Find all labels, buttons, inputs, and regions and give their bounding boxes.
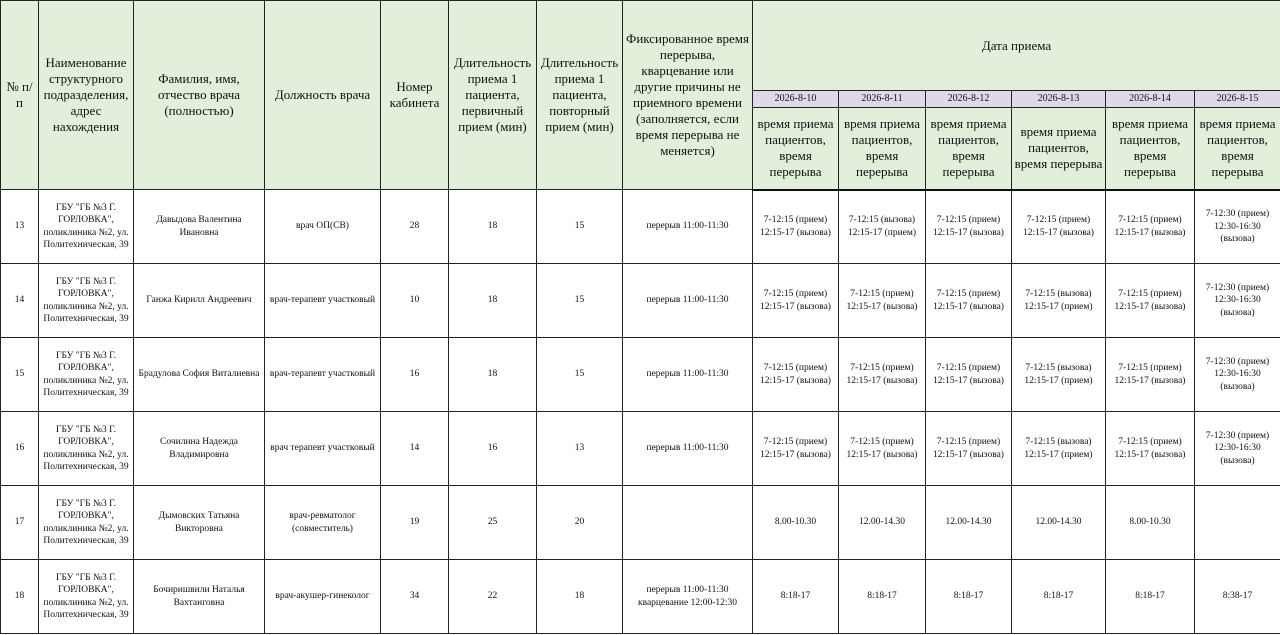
header-position: Должность врача [265,1,381,190]
row-duration-first: 18 [449,190,537,264]
row-day-schedule: 12.00-14.30 [839,486,926,560]
row-num: 13 [1,190,39,264]
row-unit: ГБУ "ГБ №3 Г. ГОРЛОВКА", поликлиника №2, ул. Политехническая, 39 [39,560,134,634]
header-doctor-name: Фамилия, имя, отчество врача (полностью) [134,1,265,190]
row-day-schedule: 8:18-17 [1012,560,1106,634]
row-duration-repeat: 20 [537,486,623,560]
date-header: 2026-8-11 [839,91,926,108]
row-break: перерыв 11:00-11:30 [623,264,753,338]
row-doctor-name: Ганжа Кирилл Андреевич [134,264,265,338]
date-header: 2026-8-12 [926,91,1012,108]
row-position: врач-терапевт участковый [265,264,381,338]
row-day-schedule: 7-12:15 (прием) 12:15-17 (вызова) [839,412,926,486]
row-day-schedule: 8.00-10.30 [1106,486,1195,560]
row-room: 14 [381,412,449,486]
header-num: № п/п [1,1,39,190]
date-subheader: время приема пациентов, время перерыва [1106,108,1195,190]
row-day-schedule: 7-12:15 (прием) 12:15-17 (вызова) [1106,190,1195,264]
date-subheader: время приема пациентов, время перерыва [1195,108,1280,190]
row-day-schedule: 8.00-10.30 [753,486,839,560]
row-unit: ГБУ "ГБ №3 Г. ГОРЛОВКА", поликлиника №2, ул. Политехническая, 39 [39,264,134,338]
row-num: 15 [1,338,39,412]
row-num: 17 [1,486,39,560]
row-day-schedule: 7-12:15 (прием) 12:15-17 (вызова) [1012,190,1106,264]
row-unit: ГБУ "ГБ №3 Г. ГОРЛОВКА", поликлиника №2, ул. Политехническая, 39 [39,486,134,560]
row-day-schedule: 7-12:15 (прием) 12:15-17 (вызова) [839,264,926,338]
row-day-schedule: 7-12:15 (прием) 12:15-17 (вызова) [1106,338,1195,412]
row-num: 18 [1,560,39,634]
row-day-schedule: 7-12:15 (вызова) 12:15-17 (прием) [1012,412,1106,486]
row-num: 16 [1,412,39,486]
row-day-schedule: 7-12:15 (прием) 12:15-17 (вызова) [926,264,1012,338]
header-break: Фиксированное время перерыва, кварцевание или другие причины не приемного времени (заполняется, если время перерыва не меняется) [623,1,753,190]
row-break: перерыв 11:00-11:30 [623,190,753,264]
header-unit: Наименование структурного подразделения, адрес нахождения [39,1,134,190]
row-day-schedule: 7-12:15 (прием) 12:15-17 (вызова) [753,264,839,338]
row-day-schedule: 7-12:15 (вызова) 12:15-17 (прием) [839,190,926,264]
row-break [623,486,753,560]
row-unit: ГБУ "ГБ №3 Г. ГОРЛОВКА", поликлиника №2, ул. Политехническая, 39 [39,190,134,264]
row-duration-first: 16 [449,412,537,486]
header-room: Номер кабинета [381,1,449,190]
row-room: 19 [381,486,449,560]
row-day-schedule: 7-12:15 (прием) 12:15-17 (вызова) [753,412,839,486]
date-header: 2026-8-14 [1106,91,1195,108]
table-row [1,560,1280,634]
row-doctor-name: Брадулова София Виталиевна [134,338,265,412]
row-day-schedule: 7-12:30 (прием) 12:30-16:30 (вызова) [1195,338,1280,412]
row-day-schedule [1195,486,1280,560]
row-position: врач терапевт участковый [265,412,381,486]
row-duration-first: 18 [449,264,537,338]
row-day-schedule: 12.00-14.30 [1012,486,1106,560]
row-room: 28 [381,190,449,264]
row-day-schedule: 7-12:30 (прием) 12:30-16:30 (вызова) [1195,190,1280,264]
date-subheader: время приема пациентов, время перерыва [753,108,839,190]
row-unit: ГБУ "ГБ №3 Г. ГОРЛОВКА", поликлиника №2, ул. Политехническая, 39 [39,338,134,412]
row-duration-repeat: 15 [537,338,623,412]
table-row [1,486,1280,560]
row-position: врач-терапевт участковый [265,338,381,412]
row-position: врач-акушер-гинеколог [265,560,381,634]
row-day-schedule: 8:38-17 [1195,560,1280,634]
header-date-group: Дата приема [753,1,1280,91]
row-duration-repeat: 13 [537,412,623,486]
row-duration-repeat: 15 [537,190,623,264]
row-day-schedule: 7-12:15 (прием) 12:15-17 (вызова) [926,190,1012,264]
row-room: 10 [381,264,449,338]
row-day-schedule: 8:18-17 [1106,560,1195,634]
row-day-schedule: 7-12:15 (вызова) 12:15-17 (прием) [1012,264,1106,338]
row-day-schedule: 7-12:15 (прием) 12:15-17 (вызова) [839,338,926,412]
row-doctor-name: Бочиришвили Наталья Вахтанговна [134,560,265,634]
row-day-schedule: 7-12:15 (прием) 12:15-17 (вызова) [926,412,1012,486]
row-day-schedule: 12.00-14.30 [926,486,1012,560]
row-day-schedule: 7-12:15 (прием) 12:15-17 (вызова) [1106,264,1195,338]
row-break: перерыв 11:00-11:30 [623,338,753,412]
date-subheader: время приема пациентов, время перерыва [926,108,1012,190]
table-row [1,264,1280,338]
row-duration-first: 22 [449,560,537,634]
row-day-schedule: 7-12:15 (вызова) 12:15-17 (прием) [1012,338,1106,412]
row-room: 34 [381,560,449,634]
date-header: 2026-8-15 [1195,91,1280,108]
row-day-schedule: 7-12:15 (прием) 12:15-17 (вызова) [926,338,1012,412]
row-unit: ГБУ "ГБ №3 Г. ГОРЛОВКА", поликлиника №2, ул. Политехническая, 39 [39,412,134,486]
row-day-schedule: 7-12:30 (прием) 12:30-16:30 (вызова) [1195,264,1280,338]
row-duration-first: 18 [449,338,537,412]
row-position: врач ОП(СВ) [265,190,381,264]
row-doctor-name: Дымовских Татьяна Викторовна [134,486,265,560]
date-subheader: время приема пациентов, время перерыва [839,108,926,190]
row-room: 16 [381,338,449,412]
table-row [1,190,1280,264]
row-break: перерыв 11:00-11:30 [623,412,753,486]
row-break: перерыв 11:00-11:30 кварцевание 12:00-12:30 [623,560,753,634]
row-duration-repeat: 18 [537,560,623,634]
row-day-schedule: 7-12:15 (прием) 12:15-17 (вызова) [1106,412,1195,486]
row-duration-repeat: 15 [537,264,623,338]
header-duration-first: Длительность приема 1 пациента, первичный прием (мин) [449,1,537,190]
row-day-schedule: 8:18-17 [839,560,926,634]
row-day-schedule: 8:18-17 [753,560,839,634]
row-position: врач-ревматолог (совместитель) [265,486,381,560]
date-header: 2026-8-10 [753,91,839,108]
row-doctor-name: Давыдова Валентина Ивановна [134,190,265,264]
row-duration-first: 25 [449,486,537,560]
table-row [1,412,1280,486]
date-header: 2026-8-13 [1012,91,1106,108]
row-num: 14 [1,264,39,338]
row-day-schedule: 7-12:15 (прием) 12:15-17 (вызова) [753,190,839,264]
date-subheader: время приема пациентов, время перерыва [1012,108,1106,190]
row-day-schedule: 7-12:30 (прием) 12:30-16:30 (вызова) [1195,412,1280,486]
header-duration-repeat: Длительность приема 1 пациента, повторный прием (мин) [537,1,623,190]
row-day-schedule: 7-12:15 (прием) 12:15-17 (вызова) [753,338,839,412]
row-doctor-name: Сочилина Надежда Владимировна [134,412,265,486]
row-day-schedule: 8:18-17 [926,560,1012,634]
table-row [1,338,1280,412]
